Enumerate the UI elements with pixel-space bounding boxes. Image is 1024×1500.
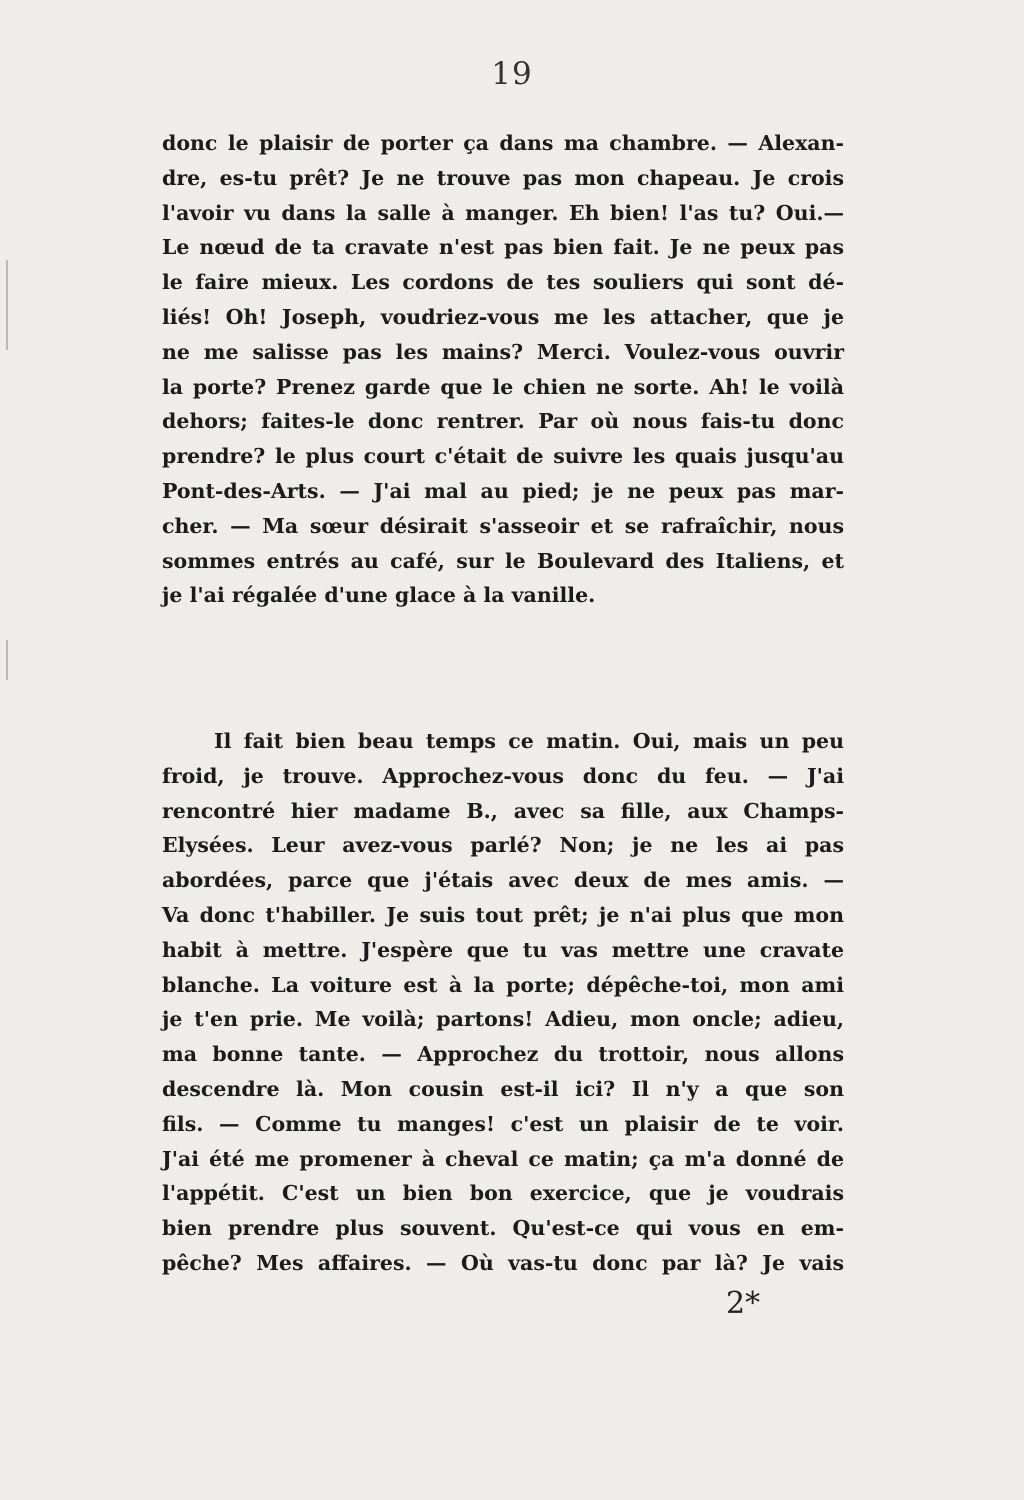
text-line: Va donc t'habiller. Je suis tout prêt; je n'ai plus que mon xyxy=(162,902,844,927)
text-line: ne me salisse pas les mains? Merci. Voulez-vous ouvrir xyxy=(162,339,844,364)
text-line: froid, je trouve. Approchez-vous donc du feu. — J'ai xyxy=(162,763,844,788)
text-line: je t'en prie. Me voilà; partons! Adieu, mon oncle; adieu, xyxy=(162,1007,844,1032)
text-line: donc le plaisir de porter ça dans ma chambre. — Alexan- xyxy=(162,131,844,155)
paragraph-2 xyxy=(162,724,844,1281)
text-line: descendre là. Mon cousin est-il ici? Il n'y a que son xyxy=(162,1076,844,1101)
text-line: Le nœud de ta cravate n'est pas bien fait. Je ne peux pas xyxy=(162,235,844,260)
text-line: l'avoir vu dans la salle à manger. Eh bien! l'as tu? Oui.— xyxy=(162,200,844,225)
text-line: je l'ai régalée d'une glace à la vanille. xyxy=(162,583,596,608)
text-line: rencontré hier madame B., avec sa fille, aux Champs- xyxy=(162,798,844,823)
text-line: le faire mieux. Les cordons de tes souliers qui sont dé- xyxy=(162,270,844,295)
text-line: prendre? le plus court c'était de suivre les quais jusqu'au xyxy=(162,444,844,469)
text-line: habit à mettre. J'espère que tu vas mettre une cravate xyxy=(162,937,844,962)
page-number: 19 xyxy=(491,56,533,92)
signature-mark: 2* xyxy=(726,1286,761,1321)
text-line: Elysées. Leur avez-vous parlé? Non; je ne les ai pas xyxy=(162,833,844,858)
text-line: l'appétit. C'est un bien bon exercice, que je voudrais xyxy=(162,1181,844,1206)
margin-smudge xyxy=(6,640,8,680)
text-line: blanche. La voiture est à la porte; dépêche-toi, mon ami xyxy=(162,972,844,997)
text-line: dehors; faites-le donc rentrer. Par où nous fais-tu donc xyxy=(162,409,844,434)
text-line: dre, es-tu prêt? Je ne trouve pas mon chapeau. Je crois xyxy=(162,165,844,190)
margin-smudge xyxy=(6,260,8,350)
text-line: cher. — Ma sœur désirait s'asseoir et se rafraîchir, nous xyxy=(162,513,844,538)
text-line: fils. — Comme tu manges! c'est un plaisir de te voir. xyxy=(162,1111,844,1136)
text-line: bien prendre plus souvent. Qu'est-ce qui vous en em- xyxy=(162,1216,844,1241)
text-line: J'ai été me promener à cheval ce matin; ça m'a donné de xyxy=(162,1146,844,1171)
text-line: pêche? Mes affaires. — Où vas-tu donc par là? Je vais xyxy=(162,1250,844,1275)
text-line: ma bonne tante. — Approchez du trottoir, nous allons xyxy=(162,1042,844,1067)
text-line: liés! Oh! Joseph, voudriez-vous me les attacher, que je xyxy=(162,304,844,329)
text-line: sommes entrés au café, sur le Boulevard des Italiens, et xyxy=(162,548,844,573)
text-line: Il fait bien beau temps ce matin. Oui, mais un peu xyxy=(214,729,844,753)
paragraph-1 xyxy=(162,126,844,613)
text-line: Pont-des-Arts. — J'ai mal au pied; je ne peux pas mar- xyxy=(162,478,844,503)
text-line: abordées, parce que j'étais avec deux de mes amis. — xyxy=(162,868,844,893)
text-line: la porte? Prenez garde que le chien ne sorte. Ah! le voilà xyxy=(162,374,844,399)
